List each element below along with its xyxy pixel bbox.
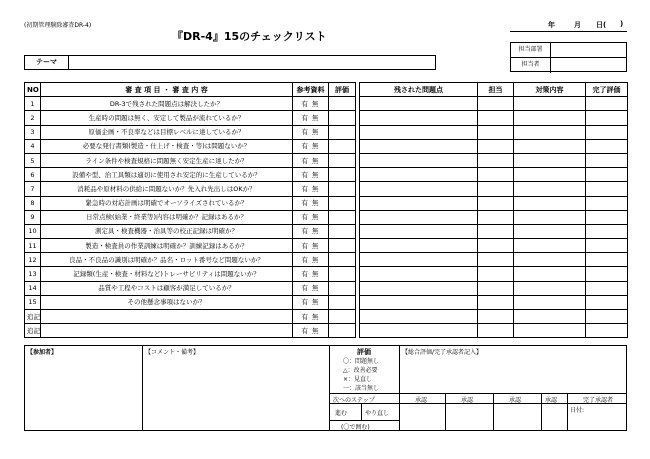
row-eval[interactable] <box>329 310 356 324</box>
row-ref[interactable]: 有 無 <box>293 239 329 253</box>
row-done[interactable] <box>586 125 628 139</box>
date-close-label: ) <box>620 20 624 28</box>
col-issue: 残された問題点 <box>360 83 478 97</box>
row-owner[interactable] <box>478 97 514 111</box>
row-eval[interactable] <box>329 196 356 210</box>
row-owner[interactable] <box>478 153 514 167</box>
row-no: 15 <box>25 295 41 309</box>
row-action[interactable] <box>514 125 586 139</box>
row-no: 8 <box>25 196 41 210</box>
row-owner[interactable] <box>478 196 514 210</box>
row-no: 9 <box>25 210 41 224</box>
row-no: 4 <box>25 139 41 153</box>
row-item: 製造・検査員の作業訓練は明確か？訓練記録はあるか？ <box>41 239 293 253</box>
comment-field[interactable] <box>144 356 327 428</box>
row-item: DR-3で残された問題点は解決したか？ <box>41 97 293 111</box>
row-eval[interactable] <box>329 97 356 111</box>
comment-label: 【コメント・備考】 <box>145 349 200 356</box>
row-no: 3 <box>25 125 41 139</box>
proceed-option[interactable]: 進む <box>335 410 348 417</box>
row-issue[interactable] <box>360 196 478 210</box>
row-ref[interactable]: 有 無 <box>293 168 329 182</box>
table-row <box>25 324 628 338</box>
eval-legend-title: 評価 <box>357 348 371 356</box>
row-done[interactable] <box>586 111 628 125</box>
row-done[interactable] <box>586 210 628 224</box>
date-year-label: 年 <box>548 21 555 29</box>
table-row <box>25 97 628 111</box>
row-owner[interactable] <box>478 310 514 324</box>
row-action[interactable] <box>514 196 586 210</box>
table-row <box>25 153 628 167</box>
row-ref[interactable]: 有 無 <box>293 281 329 295</box>
table-row <box>25 310 628 324</box>
row-action[interactable] <box>514 239 586 253</box>
row-issue[interactable] <box>360 239 478 253</box>
col-done: 完了評価 <box>586 83 628 97</box>
row-owner[interactable] <box>478 182 514 196</box>
row-item <box>41 310 293 324</box>
row-ref[interactable]: 有 無 <box>293 139 329 153</box>
row-item: 原価企画・不良率などは目標レベルに達しているか？ <box>41 125 293 139</box>
row-item: 良品・不良品の識別は明確か？品名・ロット番号など問題ないか？ <box>41 253 293 267</box>
row-done[interactable] <box>586 239 628 253</box>
col-item: 審 査 項 目 ・ 審 査 内 容 <box>41 83 293 97</box>
row-done[interactable] <box>586 196 628 210</box>
row-ref[interactable]: 有 無 <box>293 253 329 267</box>
row-ref[interactable]: 有 無 <box>293 295 329 309</box>
row-no: 1 <box>25 97 41 111</box>
row-eval[interactable] <box>329 125 356 139</box>
row-item: その他懸念事項はないか？ <box>41 295 293 309</box>
approval-label-4: 承認 <box>545 397 558 404</box>
checklist-table <box>24 82 628 338</box>
row-eval[interactable] <box>329 224 356 238</box>
row-action[interactable] <box>514 310 586 324</box>
dept-label: 担当部署 <box>511 43 551 57</box>
footer-section <box>24 345 627 431</box>
row-item <box>41 324 293 338</box>
table-row <box>25 125 628 139</box>
table-row <box>25 182 628 196</box>
row-eval[interactable] <box>329 324 356 338</box>
person-label: 担当者 <box>511 58 551 73</box>
date-day-label: 日( <box>596 21 607 29</box>
row-done[interactable] <box>586 97 628 111</box>
row-done[interactable] <box>586 253 628 267</box>
approval-label-2: 承認 <box>461 397 474 404</box>
col-eval: 評価 <box>329 83 356 97</box>
next-step-label: 次へのステップ <box>333 397 375 404</box>
row-ref[interactable]: 有 無 <box>293 310 329 324</box>
row-owner[interactable] <box>478 295 514 309</box>
col-action: 対策内容 <box>514 83 586 97</box>
table-row <box>25 224 628 238</box>
row-eval[interactable] <box>329 253 356 267</box>
row-ref[interactable]: 有 無 <box>293 210 329 224</box>
row-no: 13 <box>25 267 41 281</box>
row-owner[interactable] <box>478 111 514 125</box>
assignment-box <box>510 42 627 72</box>
approval-stamp-3[interactable] <box>494 404 540 429</box>
row-eval[interactable] <box>329 295 356 309</box>
row-done[interactable] <box>586 295 628 309</box>
date-month-label: 月 <box>574 21 581 29</box>
row-issue[interactable] <box>360 210 478 224</box>
row-done[interactable] <box>586 224 628 238</box>
col-owner: 担当 <box>478 83 514 97</box>
row-issue[interactable] <box>360 324 478 338</box>
row-action[interactable] <box>514 139 586 153</box>
row-no: 追記 <box>25 324 41 338</box>
approval-label-3: 承認 <box>509 397 522 404</box>
row-item: 測定具・検査機器・治具等の校正記録は明確か？ <box>41 224 293 238</box>
table-header-row <box>25 83 628 97</box>
row-owner[interactable] <box>478 253 514 267</box>
row-eval[interactable] <box>329 281 356 295</box>
row-owner[interactable] <box>478 125 514 139</box>
row-eval[interactable] <box>329 111 356 125</box>
table-row <box>25 196 628 210</box>
row-issue[interactable] <box>360 310 478 324</box>
row-item: 品質や工程やコストは顧客が満足しているか？ <box>41 281 293 295</box>
row-action[interactable] <box>514 224 586 238</box>
row-issue[interactable] <box>360 182 478 196</box>
row-no: 10 <box>25 224 41 238</box>
row-owner[interactable] <box>478 168 514 182</box>
legend-improve: △：改善必要 <box>343 367 378 374</box>
row-no: 12 <box>25 253 41 267</box>
row-ref[interactable]: 有 無 <box>293 97 329 111</box>
row-no: 7 <box>25 182 41 196</box>
participants-field[interactable] <box>26 356 140 428</box>
row-item: 日常点検(始業・終業等)内容は明確か？記録はあるか？ <box>41 210 293 224</box>
row-item: 設備や型、治工具類は適切に使用され安定的に生産しているか？ <box>41 168 293 182</box>
col-no: NO <box>25 83 41 97</box>
row-item: 生産時の問題は無く、安定して製品が流れているか？ <box>41 111 293 125</box>
row-action[interactable] <box>514 324 586 338</box>
approval-stamp-2[interactable] <box>446 404 492 429</box>
row-issue[interactable] <box>360 281 478 295</box>
row-eval[interactable] <box>329 239 356 253</box>
participants-label: 【参加者】 <box>27 349 58 356</box>
table-row <box>25 210 628 224</box>
row-ref[interactable]: 有 無 <box>293 196 329 210</box>
row-action[interactable] <box>514 210 586 224</box>
row-action[interactable] <box>514 182 586 196</box>
theme-label: テーマ <box>25 56 69 69</box>
row-issue[interactable] <box>360 111 478 125</box>
row-no: 14 <box>25 281 41 295</box>
approval-stamp-4[interactable] <box>542 404 566 429</box>
row-action[interactable] <box>514 295 586 309</box>
row-no: 追記 <box>25 310 41 324</box>
approval-label-1: 承認 <box>415 397 428 404</box>
person-row[interactable] <box>511 58 626 73</box>
row-ref[interactable]: 有 無 <box>293 224 329 238</box>
row-eval[interactable] <box>329 182 356 196</box>
table-row <box>25 267 628 281</box>
row-action[interactable] <box>514 153 586 167</box>
row-action[interactable] <box>514 281 586 295</box>
final-approver-label: 完了承認者 <box>583 397 614 404</box>
dept-row[interactable] <box>511 43 626 58</box>
theme-field[interactable] <box>24 55 436 70</box>
row-ref[interactable]: 有 無 <box>293 111 329 125</box>
row-issue[interactable] <box>360 125 478 139</box>
row-eval[interactable] <box>329 139 356 153</box>
row-item: 緊急時の対応計画は明確でオーソライズされているか？ <box>41 196 293 210</box>
row-action[interactable] <box>514 97 586 111</box>
row-done[interactable] <box>586 324 628 338</box>
legend-review: ×：見直し <box>343 376 373 383</box>
date-label: 日付: <box>570 407 585 414</box>
row-action[interactable] <box>514 111 586 125</box>
date-field[interactable] <box>510 18 627 32</box>
row-no: 6 <box>25 168 41 182</box>
row-owner[interactable] <box>478 210 514 224</box>
col-ref: 参考資料 <box>293 83 329 97</box>
legend-na: 一：該当無し <box>343 385 380 392</box>
table-row <box>25 253 628 267</box>
redo-option[interactable]: やり直し <box>365 410 390 417</box>
table-row <box>25 239 628 253</box>
row-issue[interactable] <box>360 97 478 111</box>
row-done[interactable] <box>586 153 628 167</box>
row-item: 消耗品や原材料の供給に問題ないか？先入れ先出しはOKか？ <box>41 182 293 196</box>
row-action[interactable] <box>514 168 586 182</box>
row-done[interactable] <box>586 310 628 324</box>
row-no: 5 <box>25 153 41 167</box>
eval-legend <box>329 346 399 393</box>
row-owner[interactable] <box>478 239 514 253</box>
row-done[interactable] <box>586 267 628 281</box>
row-issue[interactable] <box>360 267 478 281</box>
row-issue[interactable] <box>360 168 478 182</box>
row-item: 記録類(生産・検査・材料など)トレーサビリティは問題ないか？ <box>41 267 293 281</box>
row-done[interactable] <box>586 281 628 295</box>
row-eval[interactable] <box>329 210 356 224</box>
row-owner[interactable] <box>478 281 514 295</box>
row-ref[interactable]: 有 無 <box>293 153 329 167</box>
row-issue[interactable] <box>360 253 478 267</box>
row-issue[interactable] <box>360 295 478 309</box>
row-owner[interactable] <box>478 224 514 238</box>
row-action[interactable] <box>514 267 586 281</box>
row-no: 11 <box>25 239 41 253</box>
row-done[interactable] <box>586 182 628 196</box>
row-owner[interactable] <box>478 139 514 153</box>
row-done[interactable] <box>586 139 628 153</box>
table-row <box>25 281 628 295</box>
legend-ok: 〇：問題無し <box>343 358 380 365</box>
row-ref[interactable]: 有 無 <box>293 324 329 338</box>
row-eval[interactable] <box>329 168 356 182</box>
approval-stamp-1[interactable] <box>400 404 444 429</box>
document-code: (初期管理験除審査DR-4) <box>24 22 92 29</box>
table-row <box>25 168 628 182</box>
row-ref[interactable]: 有 無 <box>293 182 329 196</box>
page-title: 『DR-4』15のチェックリスト <box>172 30 327 43</box>
row-owner[interactable] <box>478 324 514 338</box>
row-ref[interactable]: 有 無 <box>293 125 329 139</box>
row-issue[interactable] <box>360 224 478 238</box>
row-issue[interactable] <box>360 139 478 153</box>
circle-note: (〇で囲む) <box>341 424 370 431</box>
row-item: 必要な発行書類(製造・仕上げ・検査・等)は問題ないか？ <box>41 139 293 153</box>
row-owner[interactable] <box>478 267 514 281</box>
row-action[interactable] <box>514 253 586 267</box>
summary-label: 【総合評価/完了承認者記入】 <box>402 349 483 356</box>
row-issue[interactable] <box>360 153 478 167</box>
table-row <box>25 139 628 153</box>
row-done[interactable] <box>586 168 628 182</box>
row-eval[interactable] <box>329 153 356 167</box>
row-ref[interactable]: 有 無 <box>293 267 329 281</box>
table-row <box>25 295 628 309</box>
summary-field[interactable] <box>401 356 626 392</box>
table-row <box>25 111 628 125</box>
row-item: ライン条件や検査規格に問題無く安定生産に達したか？ <box>41 153 293 167</box>
row-no: 2 <box>25 111 41 125</box>
row-eval[interactable] <box>329 267 356 281</box>
